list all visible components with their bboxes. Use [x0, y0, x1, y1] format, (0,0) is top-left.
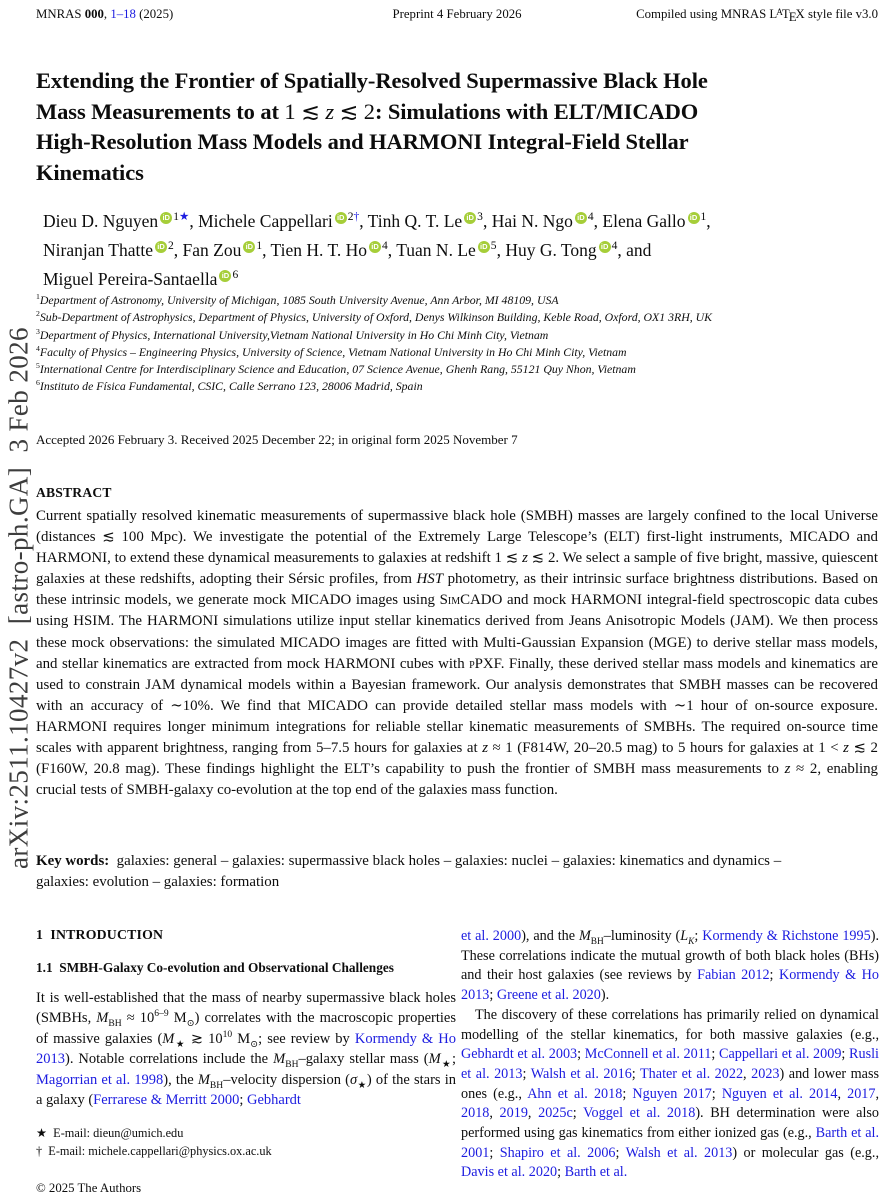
citation-link[interactable]: 2023	[751, 1065, 780, 1082]
text-segment: ;	[615, 1144, 626, 1161]
page-header	[36, 7, 878, 25]
citation-link[interactable]: Cappellari et al. 2009	[718, 1046, 842, 1063]
text-segment: , Tinh Q. T. Le	[359, 211, 463, 231]
text-segment: z	[325, 98, 334, 124]
text-segment: CADO and mock HARMONI integral-field spectroscopic data cubes using HSIM. The HARMONI simulations utilize input stellar kinematics derived from Jeans Anisotropic Models (JAM). We then process these mock observations: the simulated MICADO images are fitted with Multi-Gaussian Expansion (MGE) to derive stellar mass models, and stellar kinematics are extracted from mock HARMONI cubes with	[36, 592, 878, 672]
text-segment: 6	[232, 269, 239, 282]
citation-link[interactable]: Ahn et al. 2018	[527, 1085, 623, 1102]
text-segment: ;	[577, 1046, 585, 1063]
history-line: Accepted 2026 February 3. Received 2025 December 22; in original form 2025 November 7	[36, 432, 518, 447]
text-segment: ≈ 1 (F814W, 20–20.5 mag) to 5 hours for galaxies at 1 <	[488, 740, 844, 757]
citation-link[interactable]: Gebhardt et al. 2003	[461, 1046, 578, 1063]
orcid-icon: iD	[575, 212, 587, 224]
text-segment: ;	[489, 1144, 500, 1161]
citation-link[interactable]: Magorrian et al. 1998	[36, 1071, 164, 1088]
text-segment: ;	[769, 967, 779, 984]
text-segment: Compiled using MNRAS L	[636, 7, 778, 21]
text-segment: A	[776, 7, 783, 17]
copyright: © 2025 The Authors	[36, 1181, 142, 1195]
text-segment: –luminosity (	[603, 928, 681, 944]
text-segment: ) correlates with the macroscopic properties of massive galaxies (	[36, 1010, 456, 1047]
text-segment: Current spatially resolved kinematic measurements of supermassive black hole (SMBH) masses are largely confined to the local Universe (distances ≲ 100 Mpc). We investigate the potential of the Extremely Large Telescope’s (ELT) first-light instruments, MICADO and HARMONI, to extend these dynamical measurements to galaxies at redshift 1 ≲	[36, 508, 878, 567]
journal-reference	[36, 7, 393, 22]
text-segment: 3	[477, 211, 483, 224]
arxiv-watermark: arXiv:2511.10427v2 [astro-ph.GA] 3 Feb 2026	[3, 327, 34, 869]
text-segment: K	[688, 936, 695, 947]
text-segment: 000	[84, 7, 104, 21]
text-segment: Key words:	[36, 853, 110, 869]
corresponding-author-star-link[interactable]: ★	[178, 211, 190, 224]
right-column-paragraph-2	[461, 1006, 879, 1183]
citation-link[interactable]: 2019	[499, 1105, 528, 1122]
text-segment: p	[469, 655, 475, 672]
text-segment: –galaxy stellar mass (	[298, 1051, 429, 1068]
text-segment: ;	[522, 1065, 531, 1082]
text-segment: M	[428, 1051, 441, 1068]
text-segment: M	[162, 1030, 175, 1047]
footnote-star-marker: ★	[36, 1126, 48, 1140]
column-left	[36, 927, 456, 1110]
citation-link[interactable]: Davis et al. 2020	[461, 1164, 558, 1181]
citation-link[interactable]: Nguyen et al. 2014	[721, 1085, 838, 1102]
citation-link[interactable]: Thater et al. 2022	[640, 1065, 744, 1082]
text-segment: It is well-established that the mass of nearby supermassive black holes (SMBHs,	[36, 990, 456, 1027]
text-segment: M	[232, 1030, 251, 1047]
text-segment: galaxies: general – galaxies: supermassive black holes – galaxies: nuclei – galaxies: kinematics and dynamics –	[109, 853, 782, 869]
author-list	[43, 207, 849, 294]
text-segment: 4	[36, 343, 40, 353]
citation-link[interactable]: 2017	[847, 1085, 876, 1102]
text-segment: Faculty of Physics – Engineering Physics, University of Science, Vietnam National University in Ho Chi Minh City, Vietnam	[39, 344, 627, 359]
orcid-icon: iD	[219, 270, 231, 282]
text-segment: ≲ 2	[334, 98, 375, 124]
citation-link[interactable]: Barth et al. 2001	[461, 1125, 879, 1161]
text-segment: , Tuan N. Le	[387, 240, 476, 260]
text-segment: ≈ 2, enabling crucial tests of SMBH-galaxy co-evolution at the top end of the galaxies mass function.	[36, 761, 878, 799]
text-segment: 1	[36, 292, 40, 302]
citation-link[interactable]: Nguyen 2017	[632, 1085, 712, 1102]
text-segment: ,	[527, 1105, 539, 1122]
text-segment: , and	[617, 240, 652, 260]
text-segment: ;	[572, 1105, 584, 1122]
corresponding-author-dagger-link[interactable]: †	[353, 211, 360, 224]
text-segment: z	[843, 740, 849, 757]
footnote-dagger-marker: †	[36, 1143, 43, 1158]
text-segment: Kinematics	[36, 159, 144, 185]
text-segment: Dieu D. Nguyen	[43, 211, 159, 231]
text-segment: ≳ 10	[185, 1030, 223, 1047]
footnote-dagger	[36, 1143, 456, 1161]
text-segment: ★	[440, 1059, 452, 1071]
text-segment: The discovery of these correlations has primarily relied on dynamical modelling of the stellar kinematics, for both massive galaxies (e.g.,	[461, 1006, 879, 1043]
text-segment: , Tien H. T. Ho	[262, 240, 367, 260]
orcid-icon: iD	[688, 212, 700, 224]
paper-title	[36, 66, 850, 188]
text-segment: style file v3.0	[804, 7, 879, 21]
text-segment: 5	[36, 361, 40, 371]
page-range-link[interactable]: 1–18	[110, 7, 136, 21]
text-segment: , Fan Zou	[173, 240, 242, 260]
text-segment: ,	[706, 211, 711, 231]
citation-link[interactable]: et al. 2000	[461, 928, 522, 944]
citation-link[interactable]: McConnell et al. 2011	[584, 1046, 712, 1063]
compiled-note	[522, 7, 879, 25]
text-segment: Instituto de Física Fundamental, CSIC, Calle Serrano 123, 28006 Madrid, Spain	[39, 379, 423, 394]
text-segment: ), the	[163, 1071, 198, 1088]
text-segment: z	[784, 761, 791, 778]
right-column-paragraph-1	[461, 927, 879, 1006]
text-segment: ;	[239, 1092, 247, 1109]
text-segment: ,	[743, 1065, 752, 1082]
text-segment: M	[578, 928, 591, 944]
text-segment: ★	[174, 1038, 186, 1050]
citation-link[interactable]: Walsh et al. 2016	[530, 1065, 632, 1082]
citation-link[interactable]: Kormendy & Richstone 1995	[702, 928, 871, 944]
orcid-icon: iD	[160, 212, 172, 224]
text-segment: Miguel Pereira-Santaella	[43, 269, 218, 289]
text-segment: σ	[349, 1071, 358, 1088]
text-segment: , Hai N. Ngo	[482, 211, 573, 231]
intro-paragraph	[36, 988, 456, 1110]
text-segment: M	[96, 1010, 109, 1027]
text-segment: ) and lower mass ones (e.g.,	[461, 1065, 880, 1102]
text-segment: z	[482, 740, 488, 757]
text-segment: E	[788, 10, 797, 24]
orcid-icon: iD	[369, 241, 381, 253]
text-segment: 1	[256, 240, 263, 253]
citation-link[interactable]: Kormendy & Ho 2013	[461, 967, 879, 1004]
orcid-icon: iD	[335, 212, 347, 224]
text-segment: ;	[622, 1085, 633, 1102]
text-segment: 6	[36, 378, 40, 388]
text-segment: photometry, as their intrinsic surface brightness distributions. Based on these intrinsic models, we generate mock MICADO images using S	[36, 571, 878, 609]
text-segment: Niranjan Thatte	[43, 240, 153, 260]
citation-link[interactable]: Kormendy & Ho 2013	[36, 1030, 456, 1068]
citation-link[interactable]: 2018	[461, 1105, 490, 1122]
text-segment: , Michele Cappellari	[189, 211, 333, 231]
column-right	[461, 927, 879, 1183]
text-segment: E-mail: dieun@umich.edu	[47, 1126, 184, 1140]
citation-link[interactable]: Shapiro et al. 2006	[499, 1144, 616, 1161]
affiliation-1	[36, 292, 878, 309]
text-segment: : Simulations with ELT/MICADO	[374, 98, 699, 124]
citation-link[interactable]: Barth et al.	[564, 1164, 628, 1181]
footnote-star	[36, 1125, 456, 1143]
text-segment: ,	[103, 7, 111, 21]
orcid-icon: iD	[243, 241, 255, 253]
text-segment: ,	[875, 1085, 880, 1102]
text-segment: 3	[36, 326, 40, 336]
orcid-icon: iD	[478, 241, 490, 253]
text-segment: ,	[489, 1105, 500, 1122]
text-segment: z	[522, 550, 528, 567]
text-segment: MNRAS	[36, 7, 85, 21]
abstract-text	[36, 506, 878, 801]
text-segment: HST	[416, 571, 443, 588]
text-segment: Department of Physics, International University,Vietnam National University in Ho Chi Minh City, Vietnam	[39, 327, 549, 342]
affiliation-5	[36, 361, 878, 378]
text-segment: M	[197, 1071, 210, 1088]
orcid-icon: iD	[464, 212, 476, 224]
text-segment: ;	[711, 1046, 719, 1063]
text-segment: 1	[173, 211, 179, 224]
text-segment: , Huy G. Tong	[496, 240, 597, 260]
text-segment: ⊙	[186, 1018, 195, 1030]
text-segment: 4	[587, 211, 594, 224]
text-segment: ⊙	[250, 1038, 259, 1050]
text-segment: 2	[167, 240, 174, 253]
affiliation-2	[36, 309, 878, 326]
text-segment: ≈ 10	[121, 1010, 155, 1027]
text-segment: 1 ≲	[284, 98, 326, 124]
text-segment: International Centre for Interdisciplinary Science and Education, 07 Science Avenue, Ghenh Rang, 55121 Quy Nhon, Vietnam	[39, 362, 636, 377]
text-segment: T	[781, 7, 790, 21]
text-segment: ≲ 2. We select a sample of five bright, massive, quiescent galaxies at these redshifts, adopting their Sérsic profiles, from	[36, 550, 878, 588]
text-segment: High-Resolution Mass Models and HARMONI Integral-Field Stellar	[36, 129, 689, 154]
text-segment: ; see review by	[258, 1030, 355, 1047]
text-segment: Sub-Department of Astrophysics, Department of Physics, University of Oxford, Denys Wilkinson Building, Keble Road, Oxford, OX1 3RH, UK	[39, 310, 713, 325]
citation-link[interactable]: Voggel et al. 2018	[583, 1105, 696, 1122]
citation-link[interactable]: Rusli et al. 2013	[461, 1046, 879, 1082]
orcid-icon: iD	[599, 241, 611, 253]
affiliation-3	[36, 327, 878, 344]
text-segment: ;	[557, 1164, 565, 1181]
text-segment: 2	[36, 309, 40, 319]
text-segment: 6–9	[154, 1008, 169, 1020]
text-segment: X	[795, 7, 805, 21]
text-segment: M	[273, 1051, 286, 1068]
text-segment: ). BH determination were also performed using gas kinematics from either ionized gas (e.g.,	[461, 1105, 879, 1142]
citation-link[interactable]: 2025c	[538, 1105, 573, 1122]
text-segment: ;	[711, 1085, 722, 1102]
text-segment: ).	[600, 987, 610, 1004]
text-segment: ≲ 2 (F160W, 20.8 mag). These findings highlight the ELT’s capability to push the frontier of SMBH mass measurements to	[36, 740, 878, 778]
citation-link[interactable]: Fabian 2012	[697, 967, 770, 984]
text-segment: E-mail: michele.cappellari@physics.ox.ac.uk	[42, 1143, 272, 1158]
text-segment: galaxies: evolution – galaxies: formation	[36, 874, 280, 891]
text-segment: 5	[490, 240, 497, 253]
text-segment: BH	[590, 936, 604, 947]
text-segment: L	[680, 928, 689, 944]
text-segment: 2	[347, 211, 354, 224]
text-segment: ;	[694, 928, 703, 944]
text-segment: BH	[108, 1018, 122, 1030]
keywords	[36, 851, 878, 893]
citation-link[interactable]: Gebhardt	[247, 1092, 301, 1109]
citation-link[interactable]: Walsh et al. 2013	[625, 1144, 733, 1161]
text-segment: Extending the Frontier of Spatially-Resolved Supermassive Black Hole	[36, 68, 708, 93]
text-segment: Department of Astronomy, University of Michigan, 1085 South University Avenue, Ann Arbor, MI 48109, USA	[39, 293, 559, 307]
affiliation-list	[36, 292, 878, 396]
text-segment: 1	[700, 211, 707, 224]
affiliation-6	[36, 378, 878, 395]
text-segment: 4	[382, 240, 388, 253]
text-segment: ★	[357, 1079, 367, 1091]
footnotes	[36, 1125, 456, 1160]
text-segment: ;	[841, 1046, 850, 1063]
text-segment: ), and the	[521, 928, 579, 944]
abstract-heading: ABSTRACT	[36, 485, 112, 500]
text-segment: BH	[285, 1059, 299, 1071]
text-segment: ) of the stars in a galaxy (	[36, 1071, 456, 1109]
text-segment: ) or molecular gas (e.g.,	[732, 1144, 879, 1161]
orcid-icon: iD	[155, 241, 167, 253]
section-heading-introduction: 1 INTRODUCTION	[36, 927, 164, 942]
text-segment: BH	[209, 1079, 224, 1091]
affiliation-4	[36, 344, 878, 361]
text-segment: ;	[451, 1051, 456, 1068]
text-segment: , Elena Gallo	[593, 211, 686, 231]
text-segment: ;	[631, 1065, 641, 1082]
text-segment: ). These correlations indicate the mutual growth of both black holes (BHs) and their host galaxies (see reviews by	[461, 928, 879, 984]
text-segment: –velocity dispersion (	[223, 1071, 350, 1088]
text-segment: im	[447, 592, 461, 609]
text-segment: (2025)	[135, 7, 174, 21]
text-segment: Mass Measurements to at	[36, 98, 285, 124]
citation-link[interactable]: Greene et al. 2020	[496, 987, 601, 1004]
text-segment: PXF. Finally, these derived stellar mass models and kinematics are used to constrain JAM dynamical models within a Bayesian framework. Our analysis demonstrates that SMBH masses can be recovered with an accuracy of ∼10%. We find that MICADO can provide detailed stellar mass models with ∼1 hour of on-source exposure. HARMONI requires longer minimum integrations for reliable stellar kinematic measurements of SMBHs. The required on-source time scales with apparent brightness, ranging from 5–7.5 hours for galaxies at	[36, 655, 878, 757]
text-segment: ,	[837, 1085, 848, 1102]
citation-link[interactable]: Ferrarese & Merritt 2000	[93, 1092, 240, 1109]
text-segment: 4	[611, 240, 618, 253]
text-segment: ;	[489, 987, 497, 1004]
text-segment: 10	[222, 1028, 233, 1040]
subsection-heading: 1.1 SMBH-Galaxy Co-evolution and Observational Challenges	[36, 960, 394, 975]
text-segment: ). Notable correlations include the	[65, 1051, 274, 1068]
preprint-date: Preprint 4 February 2026	[392, 7, 522, 21]
text-segment: M	[168, 1010, 187, 1027]
